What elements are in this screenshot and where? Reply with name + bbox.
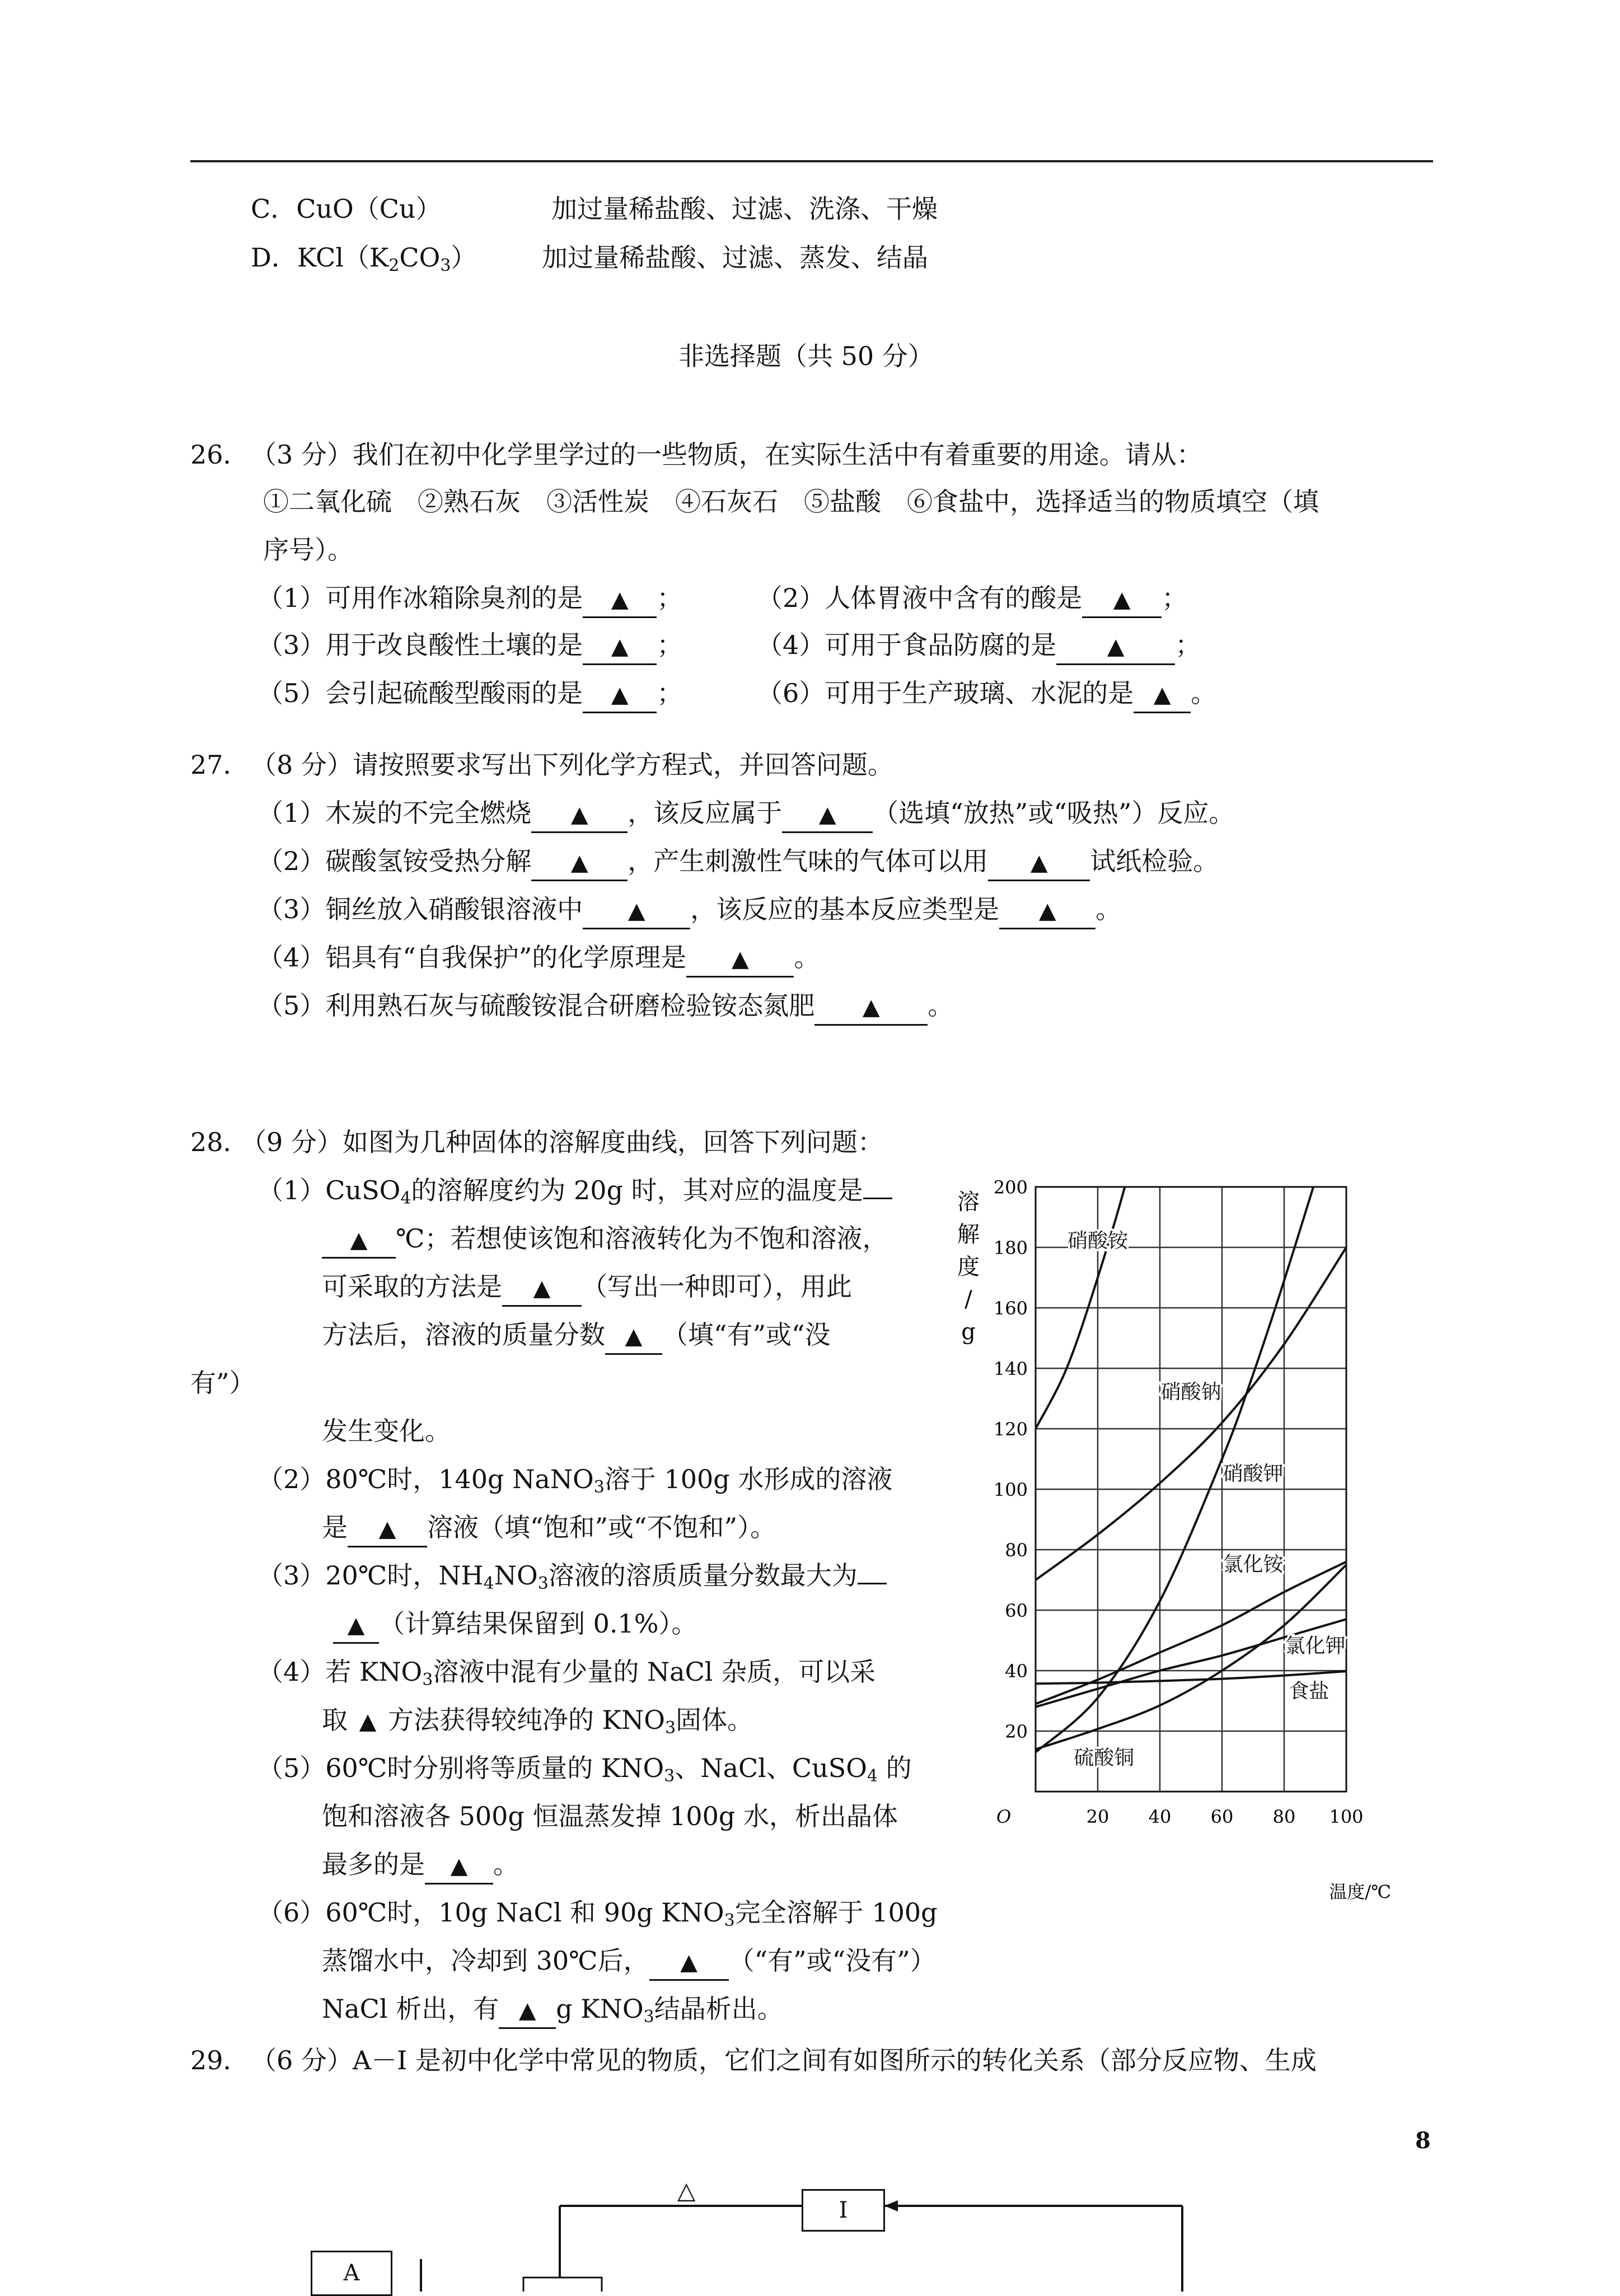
line-text: 方法获得较纯净的 KNO: [388, 1705, 665, 1735]
q28-p6-line3: [322, 1992, 783, 2029]
section-title: 非选择题（共 50 分）: [678, 341, 934, 371]
blank-mark: ▲: [1113, 587, 1131, 612]
formula-part: KCl（K: [297, 242, 389, 273]
q28-p2-line2: [322, 1511, 776, 1547]
blank-mark: ▲: [359, 1709, 377, 1734]
item-text: （4）可用于食品防腐的是: [757, 630, 1057, 660]
answer-blank[interactable]: [348, 1703, 388, 1738]
blank-mark: ▲: [533, 1275, 551, 1301]
x-tick-label: 80: [1272, 1806, 1296, 1827]
blank-mark: ▲: [378, 1516, 396, 1542]
line-text: 是: [322, 1512, 348, 1542]
line-text: 蒸馏水中，冷却到 30℃后，: [322, 1946, 649, 1976]
diagram-box-i: I: [802, 2189, 885, 2232]
option-c-method: 加过量稀盐酸、过滤、洗涤、干燥: [551, 194, 938, 224]
y-tick-label: 100: [993, 1479, 1028, 1500]
option-d-method: 加过量稀盐酸、过滤、蒸发、结晶: [542, 242, 928, 273]
line-text: ，该反应属于: [628, 798, 783, 828]
item-end: ；: [657, 630, 683, 660]
q28-p1-line3: [322, 1270, 852, 1307]
x-tick-label: 40: [1148, 1806, 1172, 1827]
line-text: 。: [1095, 894, 1122, 924]
formula-part: ）: [451, 242, 477, 273]
series-label: 氯化铵: [1223, 1553, 1284, 1576]
q27-line-1: [257, 796, 1234, 833]
line-text: （填“有”或“没: [662, 1320, 831, 1350]
answer-blank[interactable]: [348, 1511, 427, 1547]
q28-p3-line1: [257, 1559, 887, 1592]
line-text: （2）碳酸氢铵受热分解: [257, 846, 532, 876]
formula-part: CO: [399, 242, 441, 273]
y-axis-label-char: 度: [957, 1254, 980, 1280]
line-text: 最多的是: [322, 1849, 425, 1879]
line-text: 取: [322, 1705, 348, 1735]
line-text: 可采取的方法是: [322, 1271, 502, 1302]
q28-p1-line5: 有”）: [190, 1368, 255, 1398]
y-axis-label-char: g: [961, 1319, 976, 1345]
page-number: 8: [1415, 2127, 1431, 2154]
line-text: （3）铜丝放入硝酸银溶液中: [257, 894, 583, 924]
q26-choices: ①二氧化硫 ②熟石灰 ③活性炭 ④石灰石 ⑤盐酸 ⑥食盐中，选择适当的物质填空（填: [263, 487, 1319, 517]
item-end: ；: [1162, 583, 1188, 613]
blank-mark: ▲: [818, 802, 836, 827]
line-text: 溶液中混有少量的 NaCl 杂质，可以采: [433, 1657, 876, 1687]
blank-mark: ▲: [1107, 634, 1125, 660]
line-text: 。: [493, 1849, 519, 1879]
y-axis-label-char: 解: [957, 1222, 980, 1247]
x-tick-label: 100: [1329, 1806, 1364, 1827]
x-axis-label: 温度/℃: [1329, 1881, 1391, 1902]
blank-mark: ▲: [1153, 682, 1171, 708]
answer-blank[interactable]: [999, 892, 1095, 929]
answer-blank[interactable]: [988, 844, 1090, 881]
answer-blank[interactable]: [583, 676, 657, 713]
q26-number: 26．: [190, 439, 249, 470]
q28-p1-line4: [322, 1318, 831, 1355]
q27-line-2: [257, 844, 1219, 881]
answer-blank-start[interactable]: [858, 1583, 887, 1584]
y-tick-label: 180: [993, 1237, 1028, 1259]
line-text: （计算结果保留到 0.1%）。: [379, 1608, 697, 1639]
answer-blank[interactable]: [1082, 581, 1162, 618]
y-tick-label: 80: [1005, 1540, 1028, 1561]
subscript: 3: [440, 256, 451, 275]
line-text: （4）铝具有“自我保护”的化学原理是: [257, 942, 687, 972]
answer-blank[interactable]: [1134, 676, 1191, 713]
y-tick-label: 20: [1005, 1721, 1028, 1742]
line-text: 固体。: [676, 1705, 753, 1735]
line-text: 、NaCl、CuSO: [675, 1753, 867, 1783]
line-text: NO: [494, 1560, 538, 1591]
line-text: ，产生刺激性气味的气体可以用: [628, 846, 989, 876]
q26-item-2: [757, 581, 1187, 618]
answer-blank[interactable]: [499, 1992, 556, 2029]
blank-mark: ▲: [570, 850, 588, 876]
q28-p1-line6: 发生变化。: [322, 1416, 451, 1446]
q28-p5-line2: 饱和溶液各 500g 恒温蒸发掉 100g 水，析出晶体: [322, 1801, 898, 1831]
line-text: （“有”或“没有”）: [728, 1946, 936, 1976]
item-text: （3）用于改良酸性土壤的是: [257, 630, 583, 660]
answer-blank[interactable]: [333, 1607, 379, 1644]
answer-blank[interactable]: [322, 1222, 396, 1259]
subscript: 3: [724, 1911, 735, 1930]
line-text: 试纸检验。: [1090, 846, 1219, 876]
line-text: NaCl 析出，有: [322, 1994, 499, 2024]
answer-blank[interactable]: [583, 581, 657, 618]
blank-mark: ▲: [628, 898, 645, 924]
q26-item-3: [257, 628, 682, 665]
series-label: 硝酸钾: [1223, 1462, 1284, 1485]
line-text: 结晶析出。: [654, 1994, 783, 2024]
q27-stem: （8 分）请按照要求写出下列化学方程式，并回答问题。: [251, 750, 893, 780]
option-letter: C．: [251, 194, 297, 224]
arrow-head-icon: [884, 2200, 898, 2211]
line-text: 方法后，溶液的质量分数: [322, 1320, 605, 1350]
q29-stem: （6 分）A－I 是初中化学中常见的物质，它们之间有如图所示的转化关系（部分反应物、生成: [251, 2045, 1317, 2075]
item-text: （2）人体胃液中含有的酸是: [757, 583, 1083, 613]
item-end: ；: [657, 583, 683, 613]
blank-mark: ▲: [350, 1227, 368, 1253]
y-tick-label: 140: [993, 1358, 1028, 1380]
answer-blank[interactable]: [583, 628, 657, 665]
option-letter: D．: [251, 242, 297, 273]
line-text: 的: [878, 1753, 912, 1783]
line-text: g KNO: [556, 1994, 644, 2024]
series-label: 氯化钾: [1285, 1634, 1346, 1658]
q28-p5-line3: [322, 1848, 519, 1885]
line-text: （1）CuSO: [257, 1175, 401, 1205]
y-tick-label: 200: [993, 1177, 1028, 1198]
answer-blank[interactable]: [425, 1848, 493, 1885]
answer-blank[interactable]: [1056, 628, 1175, 665]
line-text: （2）80℃时，140g NaNO: [257, 1464, 594, 1494]
blank-mark: ▲: [611, 682, 629, 708]
line-text: （5）利用熟石灰与硫酸铵混合研磨检验铵态氮肥: [257, 990, 815, 1021]
y-tick-label: 60: [1005, 1600, 1028, 1621]
blank-mark: ▲: [611, 587, 629, 612]
subscript: 3: [422, 1670, 433, 1690]
line-text: ，该反应的基本反应类型是: [690, 894, 1000, 924]
line-text: 。: [928, 990, 954, 1021]
heat-delta-icon: △: [677, 2177, 696, 2204]
subscript: 3: [643, 2007, 654, 2027]
series-label: 食盐: [1289, 1680, 1329, 1703]
blank-mark: ▲: [731, 946, 749, 972]
subscript: 4: [400, 1189, 411, 1208]
blank-mark: ▲: [570, 802, 588, 827]
answer-blank[interactable]: [531, 796, 628, 833]
item-end: ；: [1175, 630, 1201, 660]
q28-p5-line1: [257, 1751, 912, 1785]
blank-mark: ▲: [680, 1949, 697, 1975]
subscript: 4: [483, 1574, 494, 1593]
blank-mark: ▲: [1038, 898, 1056, 924]
answer-blank[interactable]: [782, 796, 873, 833]
q28-number: 28．: [190, 1127, 249, 1157]
solubility-chart: [952, 1165, 1399, 1915]
item-end: ；: [657, 678, 683, 708]
answer-blank[interactable]: [649, 1944, 729, 1981]
y-tick-label: 160: [993, 1298, 1028, 1319]
answer-blank[interactable]: [531, 844, 628, 881]
item-end: 。: [1191, 678, 1217, 708]
option-formula: CuO（Cu）: [296, 194, 442, 224]
line-text: 溶液（填“饱和”或“不饱和”）。: [427, 1512, 776, 1542]
line-text: （3）20℃时，NH: [257, 1560, 484, 1591]
series-label: 硫酸铜: [1074, 1746, 1135, 1770]
q27-line-5: [257, 989, 953, 1026]
line-text: ℃；若想使该饱和溶液转化为不饱和溶液，: [396, 1223, 888, 1254]
x-tick-label: 20: [1086, 1806, 1109, 1827]
answer-blank[interactable]: [605, 1318, 662, 1355]
subscript: 2: [388, 256, 400, 275]
q28-p4-line1: [257, 1655, 875, 1689]
blank-mark: ▲: [347, 1612, 365, 1638]
subscript: 3: [537, 1574, 549, 1593]
option-d: [251, 241, 476, 274]
answer-blank-start[interactable]: [863, 1198, 892, 1199]
blank-mark: ▲: [625, 1324, 643, 1349]
q28-p1-line1: [257, 1173, 892, 1207]
series-label: 硝酸钠: [1160, 1381, 1221, 1404]
y-axis-label-char: 溶: [957, 1189, 980, 1215]
line-text: 溶液的溶质质量分数最大为: [548, 1560, 858, 1591]
q28-p2-line1: [257, 1462, 892, 1496]
q26-item-5: [257, 676, 682, 713]
q28-p6-line1: [257, 1896, 938, 1929]
q27-line-4: [257, 941, 820, 978]
q28-stem: （9 分）如图为几种固体的溶解度曲线，回答下列问题：: [241, 1127, 883, 1157]
item-text: （6）可用于生产玻璃、水泥的是: [757, 678, 1134, 708]
origin-label: O: [996, 1806, 1012, 1827]
subscript: 3: [593, 1477, 605, 1497]
q28-p3-line2: [333, 1607, 697, 1644]
line-text: 的溶解度约为 20g 时，其对应的温度是: [411, 1175, 863, 1205]
line-text: 溶于 100g 水形成的溶液: [604, 1464, 893, 1494]
q26-item-4: [757, 628, 1201, 665]
answer-blank[interactable]: [502, 1270, 582, 1307]
q26-item-6: [757, 676, 1216, 713]
item-text: （1）可用作冰箱除臭剂的是: [257, 583, 583, 613]
item-text: （5）会引起硫酸型酸雨的是: [257, 678, 583, 708]
header-rule: [190, 160, 1433, 162]
q28-p1-line2: [322, 1222, 888, 1259]
y-axis-label-char: /: [964, 1287, 972, 1312]
option-c: [251, 192, 442, 226]
answer-blank[interactable]: [583, 892, 690, 929]
line-text: 。: [794, 942, 820, 972]
diagram-box-partial: [523, 2278, 602, 2292]
series-label: 硝酸铵: [1067, 1229, 1129, 1252]
line-text: （写出一种即可），用此: [582, 1271, 852, 1302]
q27-line-3: [257, 892, 1121, 929]
subscript: 3: [664, 1766, 675, 1786]
series-line-硝酸钠: [1036, 1247, 1346, 1580]
subscript: 4: [867, 1766, 878, 1786]
q28-p6-line2: [322, 1944, 936, 1981]
answer-blank[interactable]: [814, 989, 928, 1026]
q28-p4-line2: [322, 1703, 753, 1738]
blank-mark: ▲: [518, 1998, 536, 2023]
y-tick-label: 120: [993, 1419, 1028, 1440]
blank-mark: ▲: [1030, 850, 1048, 876]
diagram-box-a: A: [311, 2251, 392, 2296]
q26-item-1: [257, 581, 682, 618]
y-tick-label: 40: [1005, 1661, 1028, 1682]
line-text: （4）若 KNO: [257, 1657, 423, 1687]
subscript: 3: [664, 1718, 676, 1738]
line-text: （5）60℃时分别将等质量的 KNO: [257, 1753, 664, 1783]
line-text: （6）60℃时，10g NaCl 和 90g KNO: [257, 1897, 724, 1928]
q26-stem: （3 分）我们在初中化学里学过的一些物质，在实际生活中有着重要的用途。请从：: [251, 439, 1202, 470]
q26-choices-cont: 序号）。: [263, 535, 353, 565]
q27-number: 27．: [190, 750, 249, 780]
blank-mark: ▲: [611, 634, 629, 660]
line-text: （选填“放热”或“吸热”）反应。: [873, 798, 1235, 828]
blank-mark: ▲: [450, 1853, 468, 1879]
answer-blank[interactable]: [686, 941, 794, 978]
blank-mark: ▲: [862, 994, 880, 1020]
line-text: （1）木炭的不完全燃烧: [257, 798, 532, 828]
line-text: 完全溶解于 100g: [734, 1897, 938, 1928]
x-tick-label: 60: [1210, 1806, 1234, 1827]
q29-number: 29．: [190, 2045, 249, 2075]
